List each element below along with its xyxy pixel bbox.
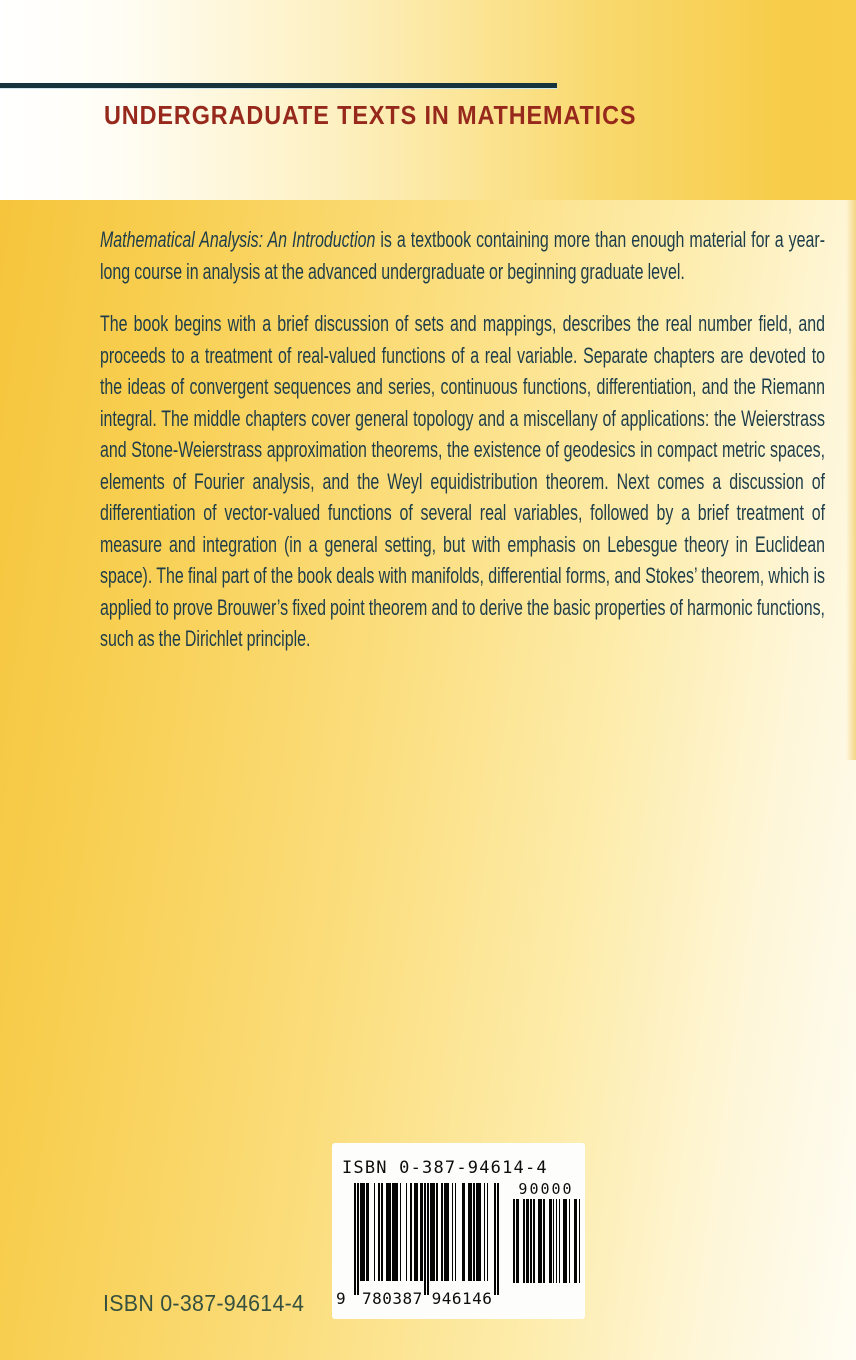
barcode-bar (559, 1199, 560, 1283)
barcode-bar (484, 1183, 486, 1281)
barcode-bar (436, 1183, 438, 1281)
supplement-code-text: 90000 (518, 1180, 574, 1198)
barcode-bar (487, 1183, 489, 1281)
intro-paragraph-text: is a textbook containing more than enough material for a year-long course in analysis at the advanced undergraduate or beginning graduate level. (100, 227, 826, 284)
barcode-bar (513, 1199, 514, 1283)
description-text (100, 224, 825, 676)
barcode-bar (523, 1199, 524, 1283)
barcode-bar (494, 1183, 496, 1295)
barcode-bar (476, 1183, 481, 1281)
barcode-bar (530, 1199, 531, 1283)
barcode-bar (473, 1183, 475, 1281)
barcode-bar (452, 1183, 454, 1281)
barcode-bar (392, 1183, 398, 1281)
ean-first-digit: 9 (336, 1289, 346, 1308)
barcode-bar (543, 1199, 544, 1283)
barcode-bar (526, 1199, 529, 1283)
barcode-label (332, 1143, 585, 1319)
barcode-bar (462, 1183, 465, 1281)
series-rule (0, 83, 557, 89)
barcode-bar (430, 1183, 435, 1281)
barcode-bar (406, 1183, 408, 1281)
barcode-bar (549, 1199, 552, 1283)
barcode-bar (414, 1183, 419, 1281)
barcode-bar (563, 1199, 567, 1283)
barcode-bar (444, 1183, 449, 1281)
barcode-bar (378, 1183, 380, 1281)
book-title-italic: Mathematical Analysis: An Introduction (100, 227, 376, 252)
barcode-bar (381, 1183, 383, 1281)
barcode-bar (386, 1183, 391, 1281)
top-band (0, 0, 856, 200)
barcode-bar (410, 1183, 412, 1281)
barcode-bar (357, 1183, 359, 1295)
barcode-bar (424, 1183, 426, 1295)
barcode-bar (360, 1183, 365, 1281)
description-paragraph: The book begins with a brief discussion of sets and mappings, describes the real number field, and proceeds to a treatment of real-valued functions of a real variable. Separate chapters are devoted to the ideas of convergent sequences and series, continuous functions, differentiation, and the Riemann integral. The middle chapters cover general topology and a miscellany of applications: the Weierstrass and Stone-Weierstrass approximation theorems, the existence of geodesics in compact metric spaces, elements of Fourier analysis, and the Weyl equidistribution theorem. Next comes a discussion of differentiation of vector-valued functions of several real variables, followed by a brief treatment of measure and integration (in a general setting, but with emphasis on Lebesgue theory in Euclidean space). The final part of the book deals with manifolds, differential forms, and Stokes’ theorem, which is applied to prove Brouwer’s fixed point theorem and to derive the basic properties of harmonic functions, such as the Dirichlet principle. (100, 311, 825, 651)
barcode-bar (556, 1199, 557, 1283)
barcode-bar (553, 1199, 554, 1283)
barcode-bar (497, 1183, 499, 1295)
barcode-bar (516, 1199, 519, 1283)
isbn-footer-text: ISBN 0-387-94614-4 (103, 1290, 305, 1316)
barcode-bar (441, 1183, 443, 1281)
barcode-bar (538, 1199, 542, 1283)
barcode-bar (574, 1199, 577, 1283)
barcode-bar (468, 1183, 471, 1281)
series-title: UNDERGRADUATE TEXTS IN MATHEMATICS (104, 100, 637, 130)
ean13-barcode (354, 1183, 499, 1281)
intro-paragraph (100, 224, 825, 287)
right-edge-shade (846, 200, 856, 760)
barcode-bar (455, 1183, 457, 1281)
barcode-bar (354, 1183, 356, 1295)
barcode-bar (427, 1183, 429, 1295)
barcode-bar (420, 1183, 423, 1281)
ean-digit-group-1: 780387 (362, 1289, 423, 1308)
barcode-bar (400, 1183, 402, 1281)
ean-digit-group-2: 946146 (431, 1289, 493, 1308)
barcode-isbn-text: ISBN 0-387-94614-4 (342, 1158, 548, 1178)
supplement-barcode (512, 1199, 580, 1283)
barcode-bar (579, 1199, 580, 1283)
barcode-bar (533, 1199, 534, 1283)
barcode-bar (366, 1183, 369, 1281)
barcode-bar (569, 1199, 570, 1283)
barcode-bar (374, 1183, 376, 1281)
